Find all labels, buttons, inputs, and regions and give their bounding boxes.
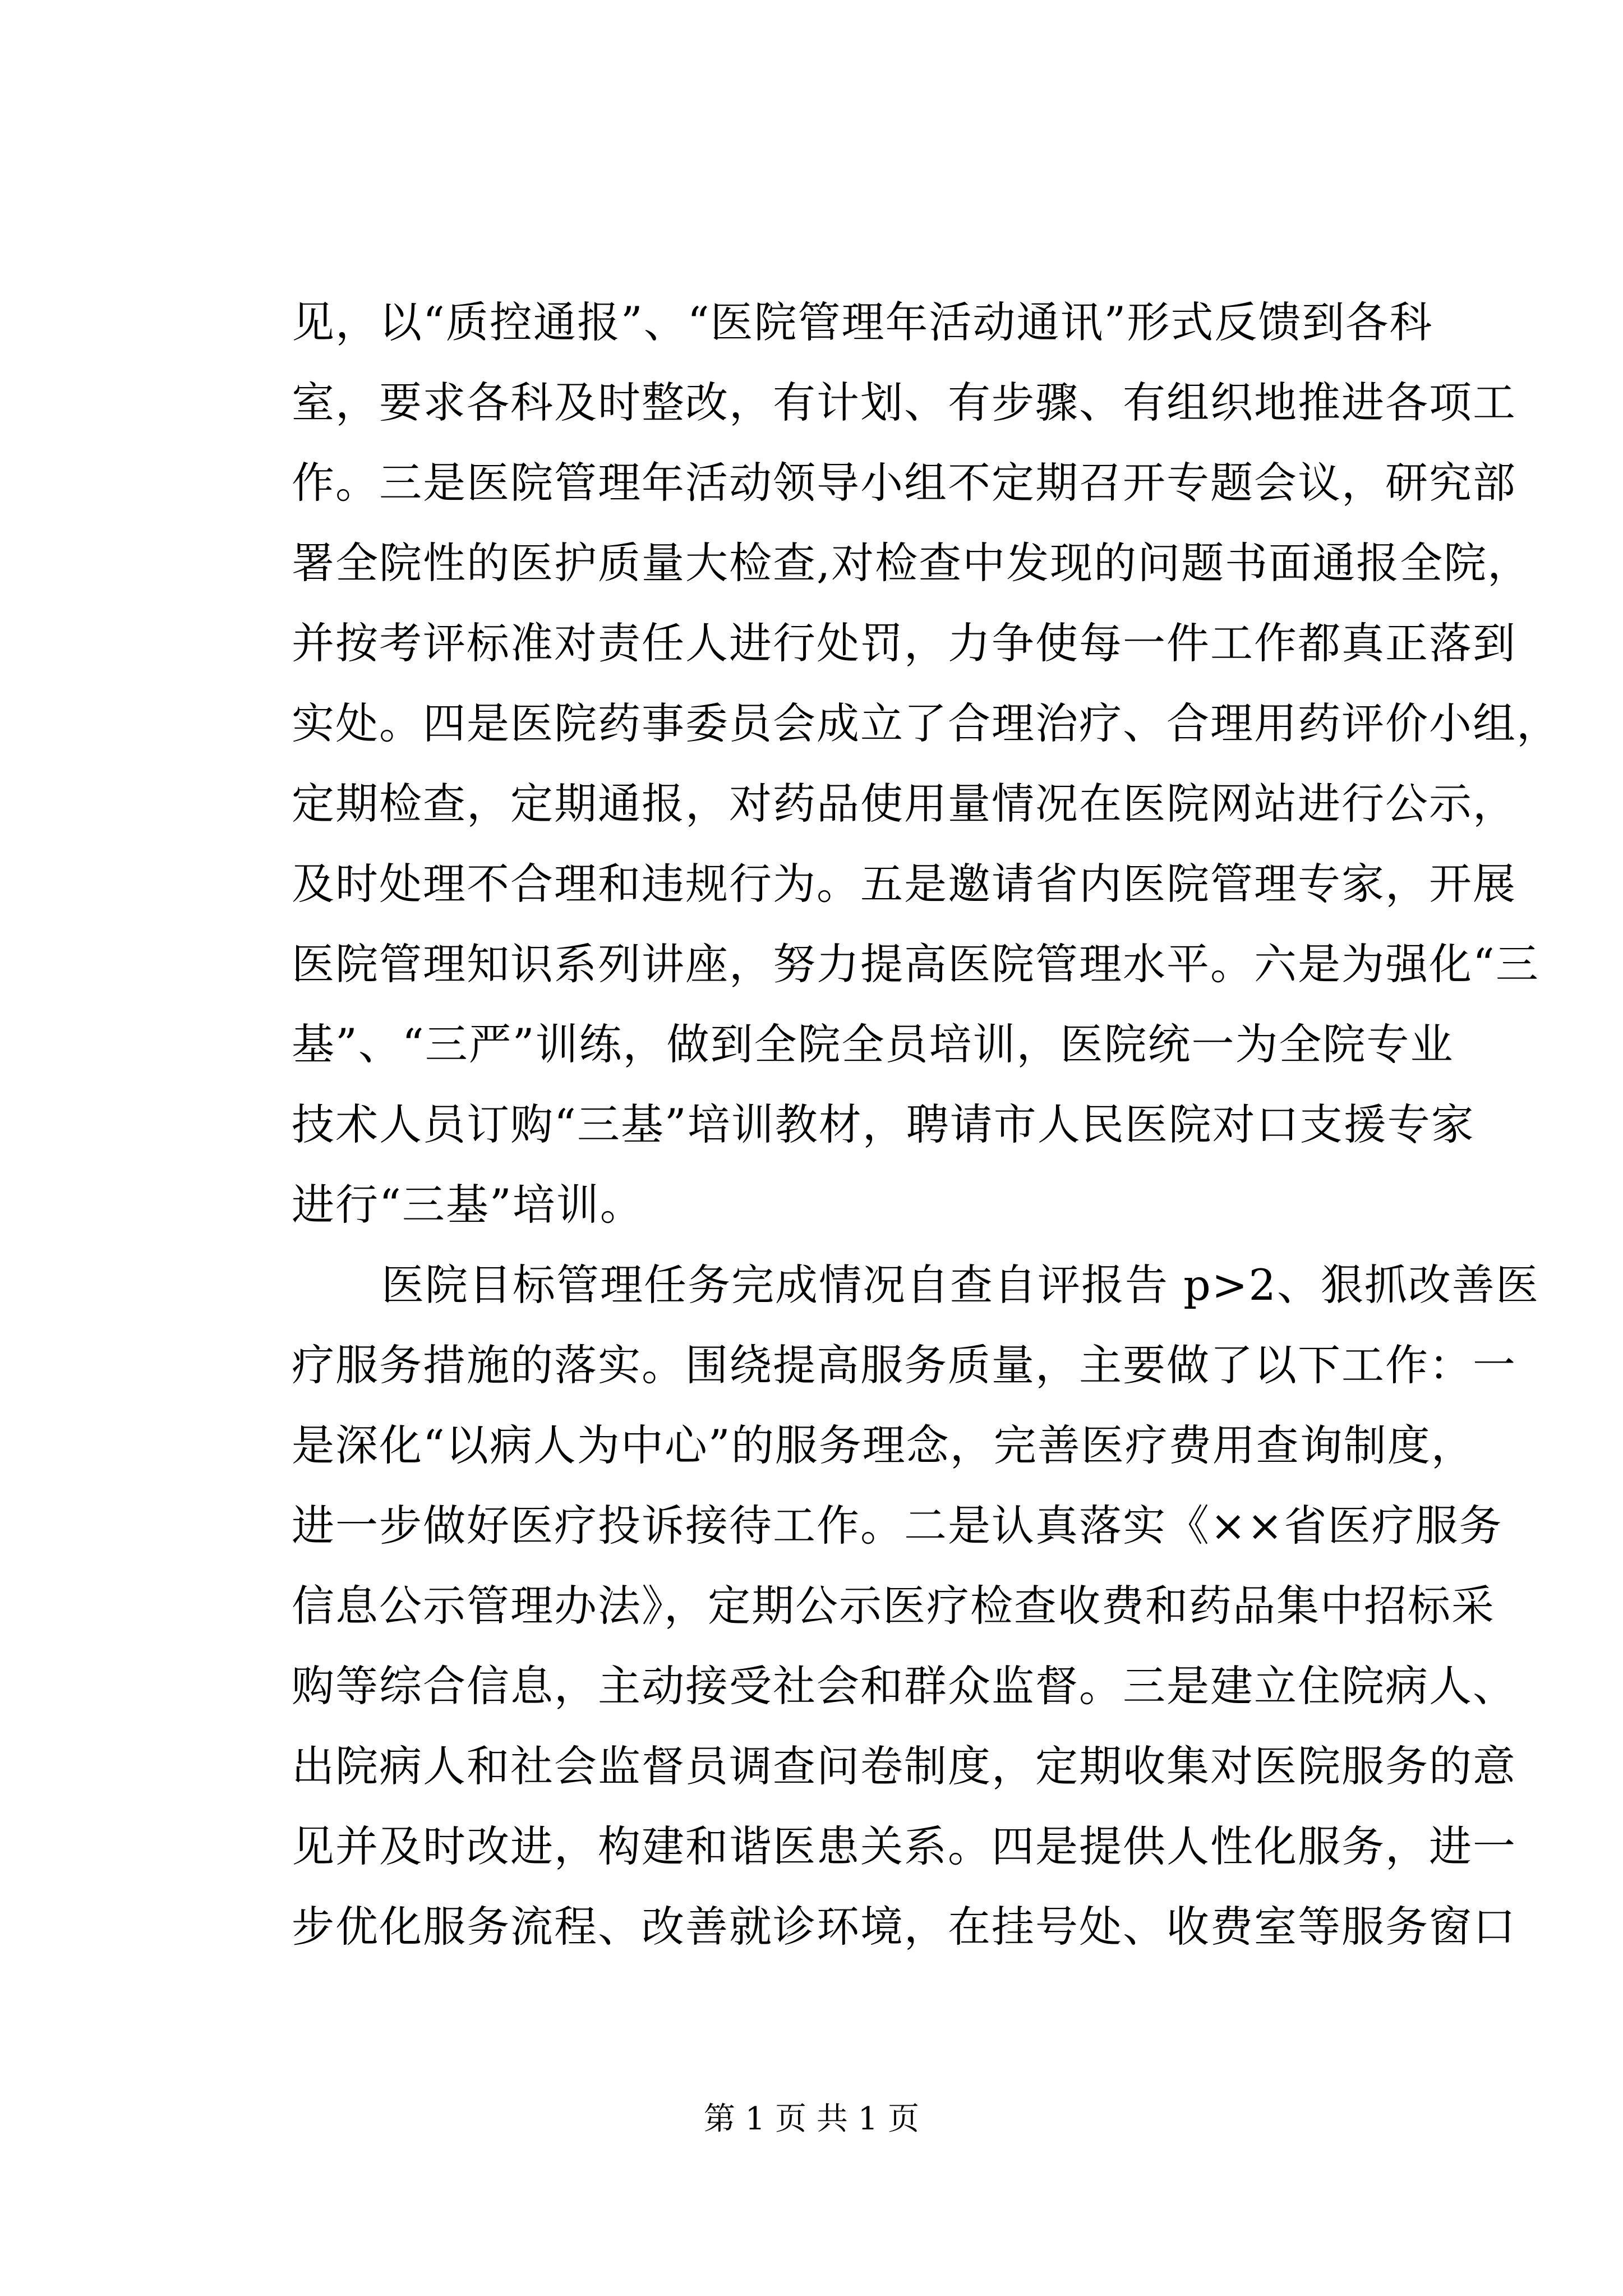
text-line: 技术人员订购“三基”培训教材，聘请市人民医院对口支援专家 xyxy=(292,1099,1475,1149)
text-line: 步优化服务流程、改善就诊环境，在挂号处、收费室等服务窗口 xyxy=(292,1902,1516,1952)
text-line: 见，以“质控通报”、“医院管理年活动通讯”形式反馈到各科 xyxy=(292,297,1433,347)
text-line: 出院病人和社会监督员调查问卷制度，定期收集对医院服务的意 xyxy=(292,1741,1516,1791)
text-line: 医院管理知识系列讲座，努力提高医院管理水平。六是为强化“三 xyxy=(292,939,1539,989)
text-line: 及时处理不合理和违规行为。五是邀请省内医院管理专家，开展 xyxy=(292,859,1516,909)
text-line: 基”、“三严”训练，做到全院全员培训，医院统一为全院专业 xyxy=(292,1019,1454,1069)
text-line: 作。三是医院管理年活动领导小组不定期召开专题会议，研究部 xyxy=(292,458,1516,508)
text-line: 进行“三基”培训。 xyxy=(292,1180,644,1230)
text-line: 署全院性的医护质量大检查,对检查中发现的问题书面通报全院， xyxy=(292,538,1532,588)
text-line: 定期检查，定期通报，对药品使用量情况在医院网站进行公示， xyxy=(292,779,1516,829)
text-line: 医院目标管理任务完成情况自查自评报告 p>2、狠抓改善医 xyxy=(381,1260,1539,1310)
text-line: 室，要求各科及时整改，有计划、有步骤、有组织地推进各项工 xyxy=(292,378,1516,427)
text-line: 疗服务措施的落实。围绕提高服务质量，主要做了以下工作：一 xyxy=(292,1340,1516,1390)
text-line: 实处。四是医院药事委员会成立了合理治疗、合理用药评价小组， xyxy=(292,698,1560,748)
text-line: 信息公示管理办法》，定期公示医疗检查收费和药品集中招标采 xyxy=(292,1581,1495,1631)
text-line: 是深化“以病人为中心”的服务理念，完善医疗费用查询制度， xyxy=(292,1420,1475,1470)
text-line: 购等综合信息，主动接受社会和群众监督。三是建立住院病人、 xyxy=(292,1661,1516,1711)
page-footer: 第 1 页 共 1 页 xyxy=(703,2101,920,2137)
text-line: 并按考评标准对责任人进行处罚，力争使每一件工作都真正落到 xyxy=(292,618,1516,668)
text-line: 见并及时改进，构建和谐医患关系。四是提供人性化服务，进一 xyxy=(292,1821,1516,1871)
text-line: 进一步做好医疗投诉接待工作。二是认真落实《××省医疗服务 xyxy=(292,1501,1503,1550)
